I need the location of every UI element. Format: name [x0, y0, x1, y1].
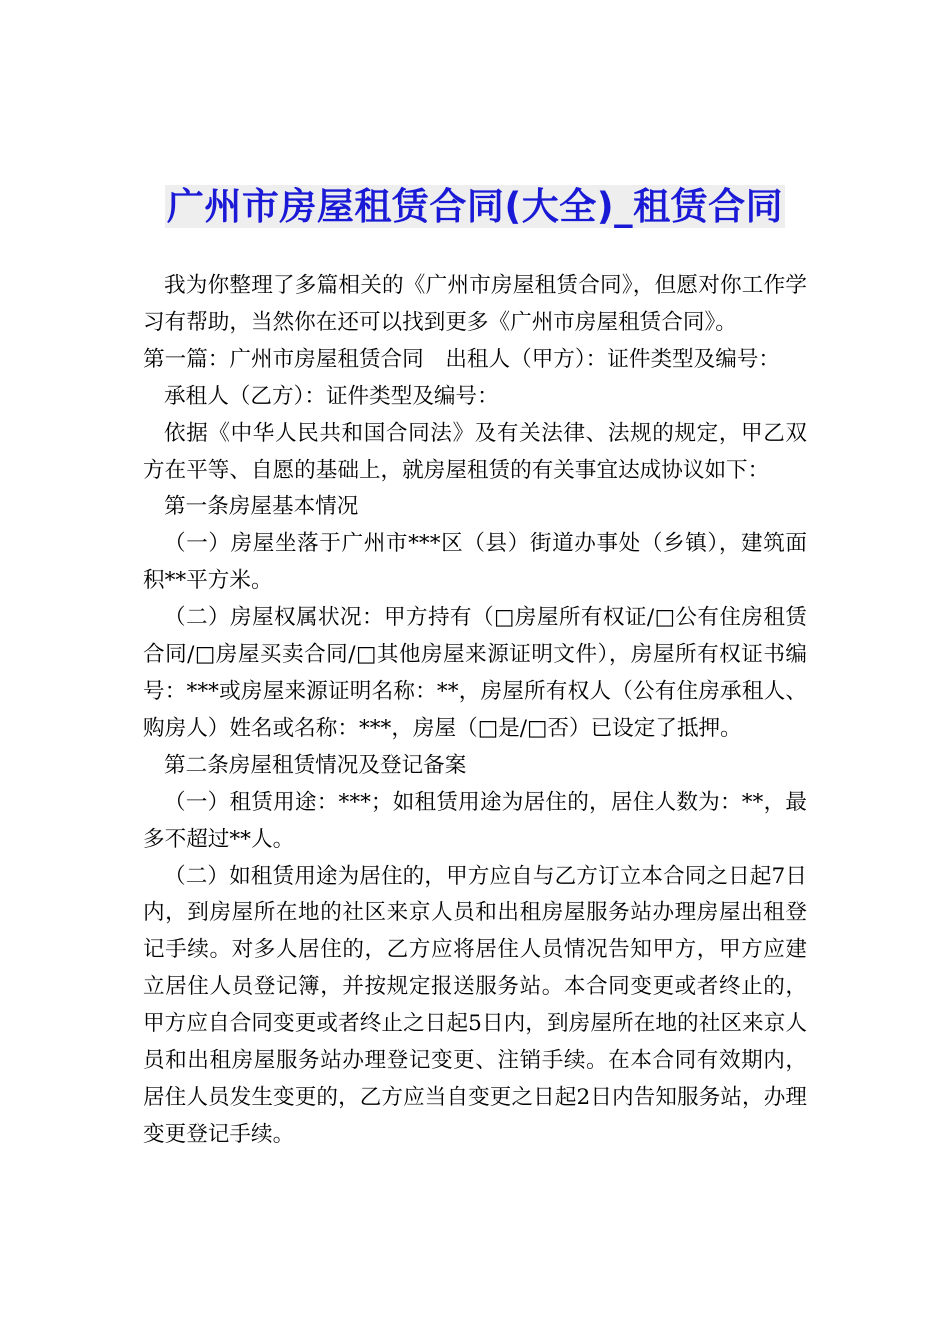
- article-1-heading: 第一条房屋基本情况: [164, 494, 359, 520]
- article-2-heading: 第二条房屋租赁情况及登记备案: [164, 752, 467, 778]
- article-2-clause-1: （一）租赁用途：***；如租赁用途为居住的，居住人数为：**，最多不超过**人。: [143, 789, 807, 852]
- chapter-heading-paragraph: 第一篇：广州市房屋租赁合同 出租人（甲方）：证件类型及编号：: [143, 346, 781, 372]
- lessee-paragraph: 承租人（乙方）：证件类型及编号：: [164, 383, 499, 409]
- document-title-text: 广州市房屋租赁合同(大全)_租赁合同: [166, 185, 784, 228]
- article-1-clause-1: （一）房屋坐落于广州市***区（县）街道办事处（乡镇），建筑面积**平方米。: [143, 531, 807, 594]
- basis-paragraph: 依据《中华人民共和国合同法》及有关法律、法规的规定，甲乙双方在平等、自愿的基础上，就房屋租赁的有关事宜达成协议如下：: [143, 420, 807, 483]
- document-title: [0, 176, 950, 230]
- article-1-clause-2: （二）房屋权属状况：甲方持有（□房屋所有权证/□公有住房租赁合同/□房屋买卖合同/□其他房屋来源证明文件），房屋所有权证书编号：***或房屋来源证明名称：**，房屋所有权人（公有住房承租人、购房人）姓名或名称：***，房屋（□是/□否）已设定了抵押。: [143, 605, 807, 741]
- document-body: [143, 268, 807, 1154]
- article-2-clause-2: （二）如租赁用途为居住的，甲方应自与乙方订立本合同之日起7日内，到房屋所在地的社区来京人员和出租房屋服务站办理房屋出租登记手续。对多人居住的，乙方应将居住人员情况告知甲方，甲方应建立居住人员登记簿，并按规定报送服务站。本合同变更或者终止的，甲方应自合同变更或者终止之日起5日内，到房屋所在地的社区来京人员和出租房屋服务站办理登记变更、注销手续。在本合同有效期内，居住人员发生变更的，乙方应当自变更之日起2日内告知服务站，办理变更登记手续。: [143, 863, 807, 1147]
- intro-paragraph: 我为你整理了多篇相关的《广州市房屋租赁合同》，但愿对你工作学习有帮助，当然你在还可以找到更多《广州市房屋租赁合同》。: [143, 273, 807, 335]
